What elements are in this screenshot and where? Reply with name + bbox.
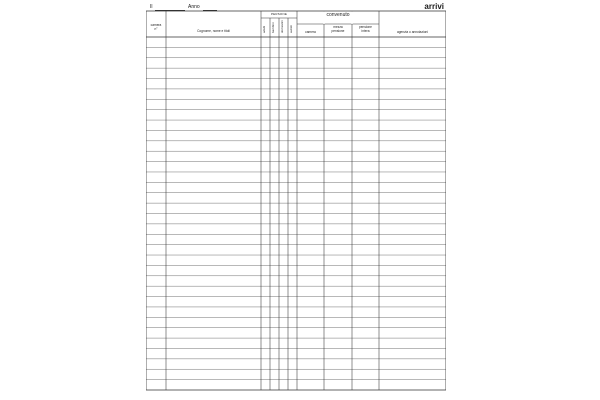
header-persone-col-0: adulti <box>262 25 266 33</box>
header-persone-col-2: domestici <box>280 20 284 33</box>
header-mezza-pensione <box>324 26 352 33</box>
header-persone: PERSONE <box>270 12 288 16</box>
grid-lines <box>146 11 446 390</box>
header-agenzia: agenzia o annotazioni <box>396 30 428 34</box>
header-pensione-intera <box>352 26 379 33</box>
header-convenuto: convenuto <box>326 12 350 18</box>
header-pensione-intera-line2: intera <box>361 28 370 33</box>
anno-label: Anno <box>188 4 200 10</box>
header-cognome: Cognome, nome e titoli <box>197 29 230 33</box>
il-label: Il <box>150 4 153 10</box>
header-persone-col-1: bambini <box>271 22 275 33</box>
page-title: arrivi <box>424 2 444 11</box>
header-pensione-intera-line1: pensione <box>359 25 372 29</box>
header-camera <box>146 24 166 31</box>
header-camera-number: n° <box>154 26 158 31</box>
header-persone-col-3: autisti <box>289 25 293 33</box>
header-camera-2: camera <box>305 30 316 34</box>
header-mezza-pensione-line2: pensione <box>331 28 345 33</box>
register-grid <box>146 0 446 400</box>
header-camera-label: camera <box>150 23 162 27</box>
header-mezza-pensione-line1: mezza <box>333 25 343 29</box>
register-sheet <box>146 0 446 400</box>
